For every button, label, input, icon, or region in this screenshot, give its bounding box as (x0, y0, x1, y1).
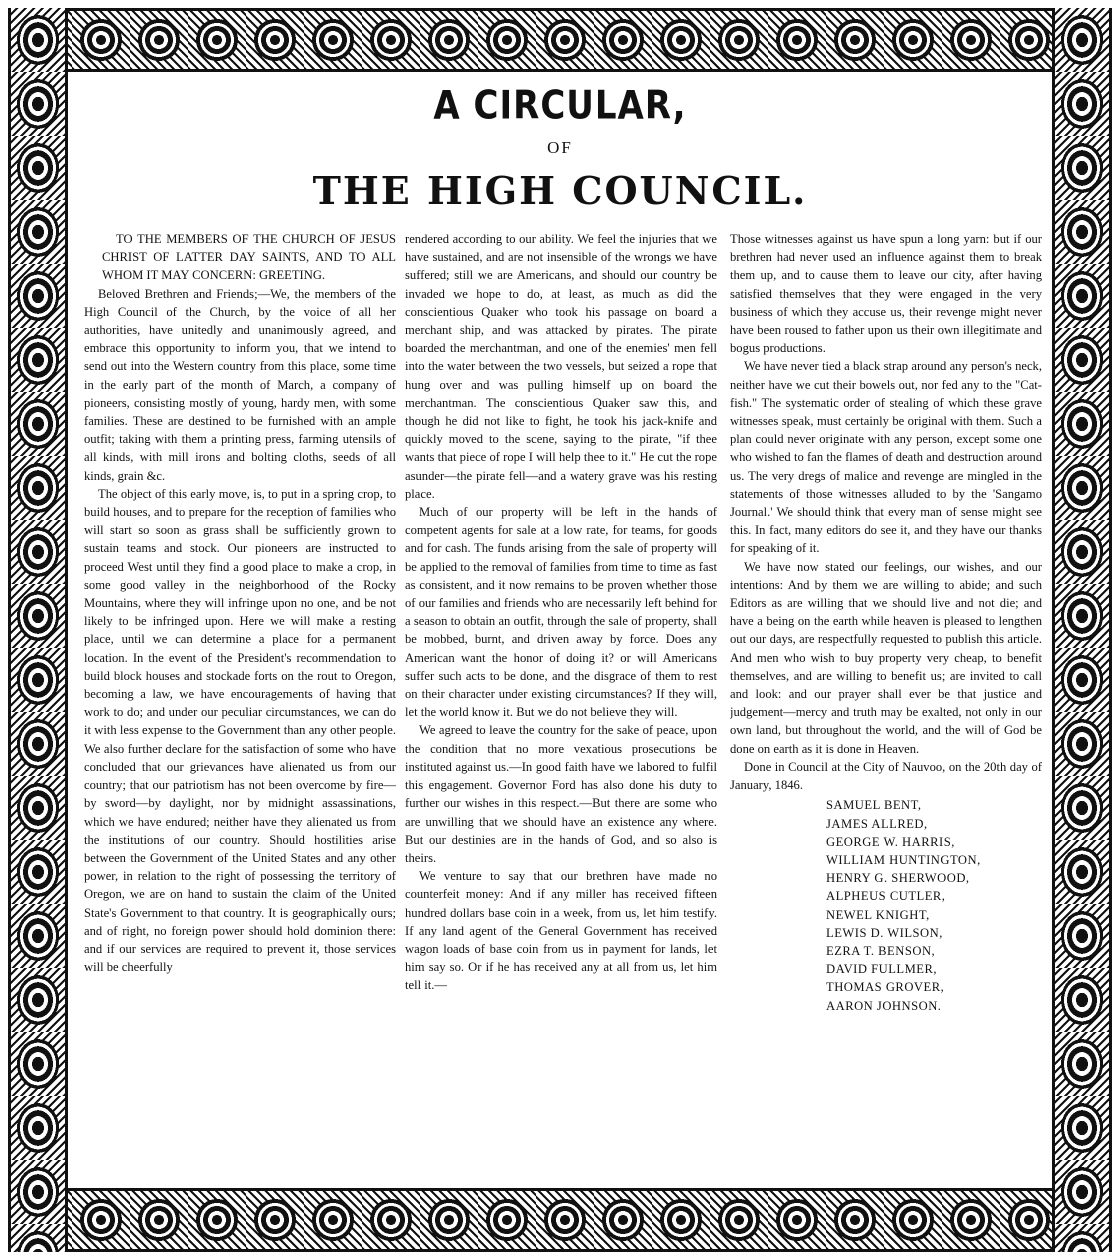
dateline: Done in Council at the City of Nauvoo, on the 20th day of January, 1846. (730, 759, 1042, 793)
paragraph: We have never tied a black strap around any person's neck, neither have we cut their bowels out, nor fed any to the "Cat-fish." The systematic order of stealing of which these grave witnesses speak, must certainly be original with them. Such a plan could never originate with any person, except some one who wished to fan the flames of death and destruction around us. The very dregs of malice and revenge are mingled in the statements of those witnesses alluded to by the 'Sangamo Journal.' We should think that every man of sense might see this. In fact, many editors do see it, and they have our thanks for speaking of it. (730, 359, 1042, 556)
council-heading: THE HIGH COUNCIL. (312, 168, 808, 213)
text-column-2 (405, 230, 717, 1180)
signature: JAMES ALLRED, (826, 816, 928, 831)
paragraph: We agreed to leave the country for the sake of peace, upon the condition that no more vexatious prosecutions be instituted against us.—In good faith have we labored to fulfil this engagement. Governor Ford has also done his duty to further our wishes in this respect.—But there are some who are unwilling that we should have an existence any where. But our destinies are in the hands of God, and so also is theirs. (405, 723, 717, 865)
signature: EZRA T. BENSON, (826, 943, 936, 958)
signature: HENRY G. SHERWOOD, (826, 871, 970, 886)
paragraph: We venture to say that our brethren have made no counterfeit money: And if any miller has received fifteen hundred dollars base coin in a week, from us, let him testify. If any land agent of the General Government has received wagon loads of base coin from us in payment for lands, let him say so. Or if he has received any at all from us, let him tell it.— (405, 869, 717, 993)
ornamental-border-bottom (14, 1188, 1106, 1252)
signature: LEWIS D. WILSON, (826, 925, 943, 940)
text-column-3 (730, 230, 1042, 1180)
circular-title: A CIRCULAR, (433, 83, 687, 129)
paragraph: rendered according to our ability. We feel the injuries that we have sustained, and are not insensible of the wrongs we have suffered; still we are Americans, and should our country be invaded we hope to do, at least, as much as did the conscientious Quaker who took his passage on board a merchant ship, and was attacked by pirates. The pirate boarded the merchantman, and one of the enemies' men fell into the water between the two vessels, but seized a rope that hung over and was pulling himself up on board the merchantman. The conscientious Quaker saw this, and though he did not like to fight, he took his jack-knife and quickly moved to the scene, saying to the pirate, "if thee wants that piece of rope I will help thee to it." He cut the rope asunder—the pirate fell—and a watery grave was his resting place. (405, 232, 717, 501)
signature: WILLIAM HUNTINGTON, (826, 852, 981, 867)
signature: NEWEL KNIGHT, (826, 907, 930, 922)
ornamental-border-top (14, 8, 1106, 72)
signature: SAMUEL BENT, (826, 798, 922, 813)
signature: THOMAS GROVER, (826, 980, 945, 995)
paragraph: Those witnesses against us have spun a long yarn: but if our brethren had never used an influence against them to break them up, and to cause them to leave our city, after having satisfied themselves that they were engaged in the very business of which they accuse us, their revenge might never have been roused to father upon us their own illegitimate and bogus productions. (730, 232, 1042, 356)
signature: GEORGE W. HARRIS, (826, 834, 955, 849)
signature-list (826, 796, 1042, 1014)
paragraph: Beloved Brethren and Friends;—We, the members of the High Council of the Church, by the voice of all her authorities, have unitedly and unanimously agreed, and embrace this opportunity to inform you, that we intend to send out into the Western country from this place, some time in the early part of the month of March, a company of pioneers, consisting mostly of young, hardy men, with some families. These are destined to be furnished with an ample outfit; taking with them a printing press, farming utensils of all kinds, with mill irons and bolting cloths, seeds of all kinds, grain &c. (84, 286, 396, 483)
circular-subtitle: OF (547, 138, 573, 157)
signature: AARON JOHNSON. (826, 998, 942, 1013)
salutation: TO THE MEMBERS OF THE CHURCH OF JESUS CHRIST OF LATTER DAY SAINTS, AND TO ALL WHOM IT MAY CONCERN: GREETING. (102, 232, 396, 283)
paragraph: The object of this early move, is, to put in a spring crop, to build houses, and to prepare for the reception of families who will start so soon as grass shall be sufficiently grown to sustain teams and stock. Our pioneers are instructed to proceed West until they find a good place to make a crop, in some good valley in the neighborhood of the Rocky Mountains, where they will infringe upon no one, and be not likely to be infringed upon. Here we will make a resting place, until we can determine a place for a permanent location. In the event of the President's recommendation to build block houses and stockade forts on the rout to Oregon, becoming a law, we have encouragements of having that work to do; and under our peculiar circumstances, we can do it with less expense to the Government than any other people. We also further declare for the satisfaction of some who have concluded that our grievances have alienated us from our country; that our patriotism has not been overcome by fire—by sword—by daylight, nor by midnight assassinations, which we have endured; neither have they alienated us from the institutions of our country. Should hostilities arise between the Government of the United States and any other power, in relation to the right of possessing the territory of Oregon, we are on hand to sustain the claim of the United State's Government to that country. It is geographically ours; and of right, no foreign power should hold dominion there: and if our services are required to prevent it, those services will be cheerfully (84, 486, 396, 975)
paragraph: We have now stated our feelings, our wishes, and our intentions: And by them we are willing to abide; and such Editors as are willing that we should live and not die; and have a being on the earth while heaven is pleased to lengthen out our days, are respectfully requested to publish this article. And men who wish to buy property very cheap, to benefit themselves, and are willing to benefit us; are invited to call and look: and our prayer shall ever be that justice and judgement—mercy and truth may be exalted, not only in our own land, but throughout the world, and the will of God be done on earth as it is done in Heaven. (730, 559, 1042, 756)
paragraph: Much of our property will be left in the hands of competent agents for sale at a low rate, for teams, for goods and for cash. The funds arising from the sale of property will be applied to the removal of families from time to time as fast as consistent, and it now remains to be proven whether those of our families and friends who are necessarily left behind for a season to obtain an outfit, through the sale of property, shall be mobbed, burnt, and driven away by force. Does any American want the honor of doing it? or will Americans suffer such acts to be done, and the disgrace of them to rest on their character under existing circumstances? If they will, let the world know it. But we do not believe they will. (405, 505, 717, 720)
signature: DAVID FULLMER, (826, 962, 938, 977)
text-column-1 (84, 230, 396, 1180)
signature: ALPHEUS CUTLER, (826, 889, 946, 904)
